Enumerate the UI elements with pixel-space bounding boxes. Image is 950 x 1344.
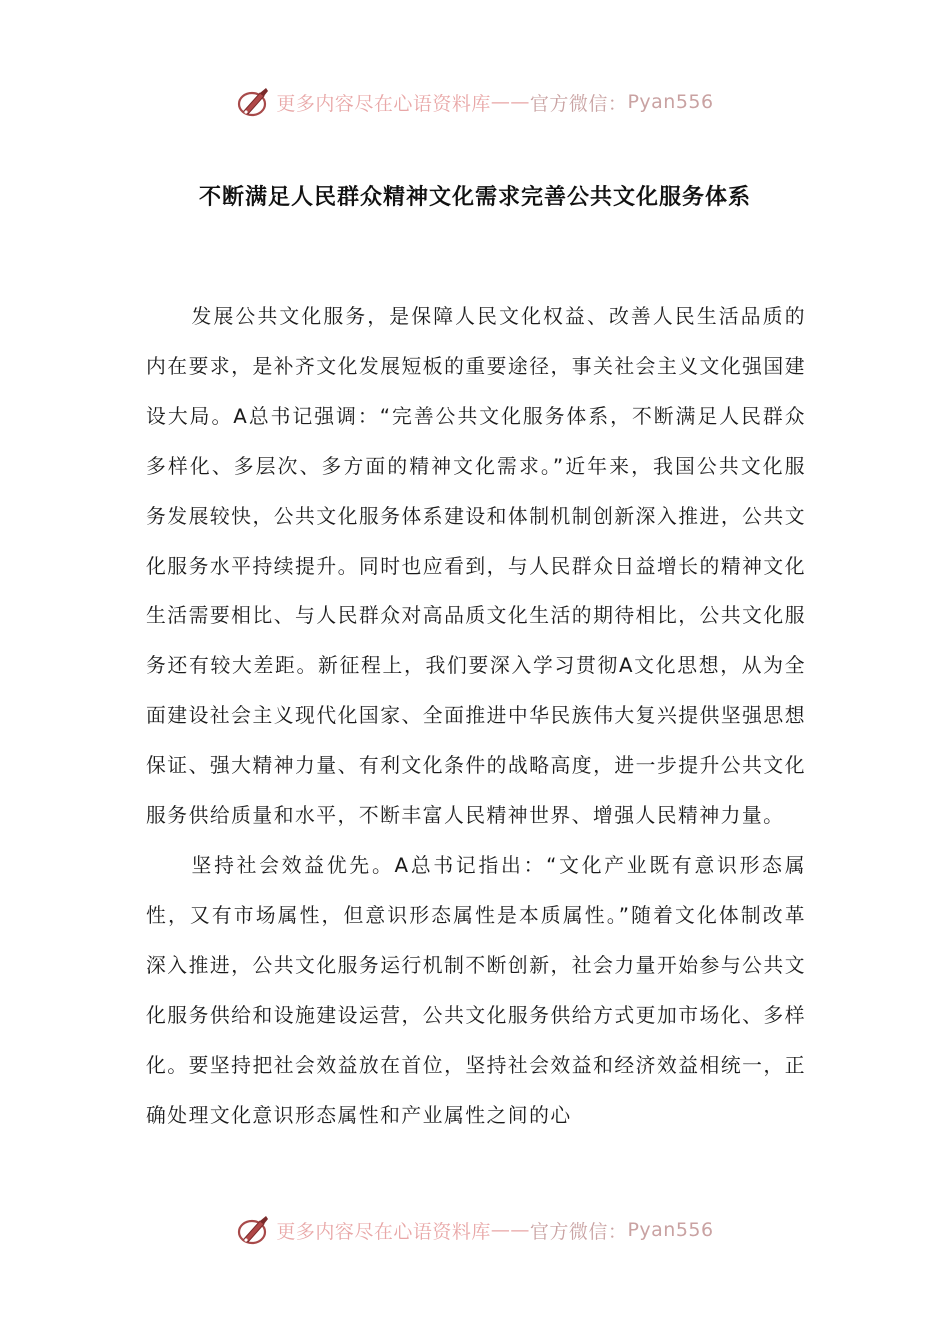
footer-watermark-banner (0, 1210, 950, 1250)
pen-nib-logo-icon (236, 84, 272, 120)
header-wechat-label: 官方微信： (529, 92, 628, 115)
body-paragraph: 坚持社会效益优先。A总书记指出：“文化产业既有意识形态属性，又有市场属性，但意识形态属性是本质属性。”随着文化体制改革深入推进，公共文化服务运行机制不断创新，社会力量开始参与公共文化服务供给和设施建设运营，公共文化服务供给方式更加市场化、多样化。要坚持把社会效益放在首位，坚持社会效益和经济效益相统一，正确处理文化意识形态属性和产业属性之间的心 (146, 853, 806, 1127)
pen-nib-logo-icon (236, 1212, 272, 1248)
header-dash: —— (490, 91, 530, 113)
body-paragraph: 发展公共文化服务，是保障人民文化权益、改善人民生活品质的内在要求，是补齐文化发展短板的重要途径，事关社会主义文化强国建设大局。A总书记强调：“完善公共文化服务体系，不断满足人民群众多样化、多层次、多方面的精神文化需求。”近年来，我国公共文化服务发展较快，公共文化服务体系建设和体制机制创新深入推进，公共文化服务水平持续提升。同时也应看到，与人民群众日益增长的精神文化生活需要相比、与人民群众对高品质文化生活的期待相比，公共文化服务还有较大差距。新征程上，我们要深入学习贯彻A文化思想，从为全面建设社会主义现代化国家、全面推进中华民族伟大复兴提供坚强思想保证、强大精神力量、有利文化条件的战略高度，进一步提升公共文化服务供给质量和水平，不断丰富人民精神世界、增强人民精神力量。 (146, 305, 806, 828)
footer-dash: —— (490, 1219, 530, 1241)
document-body (146, 292, 806, 1140)
footer-wechat-id: Pyan556 (627, 1219, 714, 1241)
page-title: 不断满足人民群众精神文化需求完善公共文化服务体系 (198, 185, 751, 210)
header-watermark-banner (0, 82, 950, 122)
header-brand-text: 更多内容尽在心语资料库 (276, 92, 491, 115)
footer-wechat-label: 官方微信： (529, 1220, 628, 1243)
footer-brand-text: 更多内容尽在心语资料库 (276, 1220, 491, 1243)
header-wechat-id: Pyan556 (627, 91, 714, 113)
